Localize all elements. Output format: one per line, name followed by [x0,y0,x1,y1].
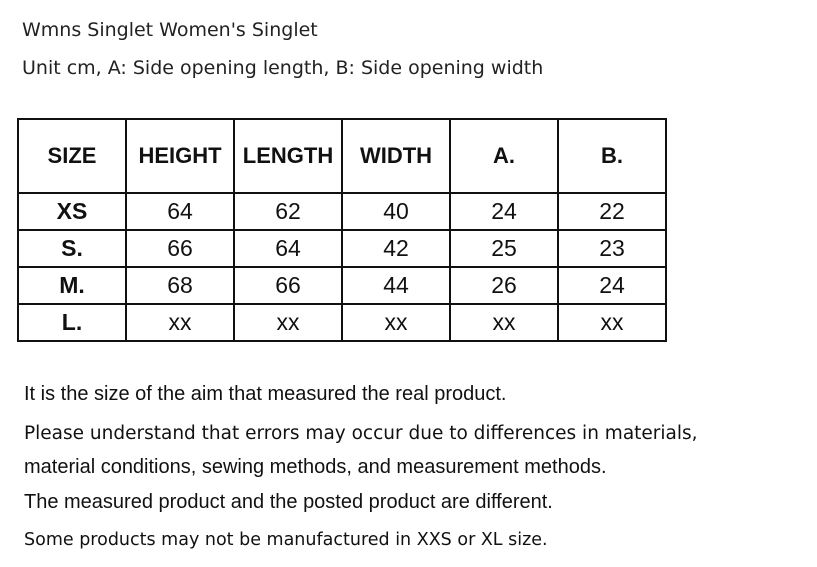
a-cell: 24 [450,193,558,230]
a-cell: 25 [450,230,558,267]
table-header-row [18,119,666,193]
note-errors-continued: material conditions, sewing methods, and measurement methods. [24,456,607,478]
size-cell: M. [18,267,126,304]
b-cell: 24 [558,267,666,304]
width-cell: 44 [342,267,450,304]
length-cell: 64 [234,230,342,267]
note-errors: Please understand that errors may occur due to differences in materials, [24,423,698,444]
note-size-availability: Some products may not be manufactured in XXS or XL size. [24,530,548,550]
b-cell: 22 [558,193,666,230]
table-row [18,230,666,267]
height-cell: 66 [126,230,234,267]
column-header-height: HEIGHT [126,119,234,193]
length-cell: 62 [234,193,342,230]
height-cell: xx [126,304,234,341]
column-header-size: SIZE [18,119,126,193]
column-header-length: LENGTH [234,119,342,193]
length-cell: xx [234,304,342,341]
width-cell: 42 [342,230,450,267]
size-cell: L. [18,304,126,341]
height-cell: 68 [126,267,234,304]
a-cell: 26 [450,267,558,304]
size-cell: S. [18,230,126,267]
table-row [18,193,666,230]
size-chart-table [17,118,667,342]
b-cell: 23 [558,230,666,267]
note-product-difference: The measured product and the posted product are different. [24,491,553,513]
width-cell: xx [342,304,450,341]
unit-description: Unit cm, A: Side opening length, B: Side opening width [22,57,544,79]
column-header-width: WIDTH [342,119,450,193]
length-cell: 66 [234,267,342,304]
column-header-a: A. [450,119,558,193]
note-measurement: It is the size of the aim that measured the real product. [24,383,507,405]
page-title: Wmns Singlet Women's Singlet [22,19,318,41]
size-cell: XS [18,193,126,230]
width-cell: 40 [342,193,450,230]
column-header-b: B. [558,119,666,193]
table-row [18,267,666,304]
a-cell: xx [450,304,558,341]
height-cell: 64 [126,193,234,230]
table-row [18,304,666,341]
b-cell: xx [558,304,666,341]
